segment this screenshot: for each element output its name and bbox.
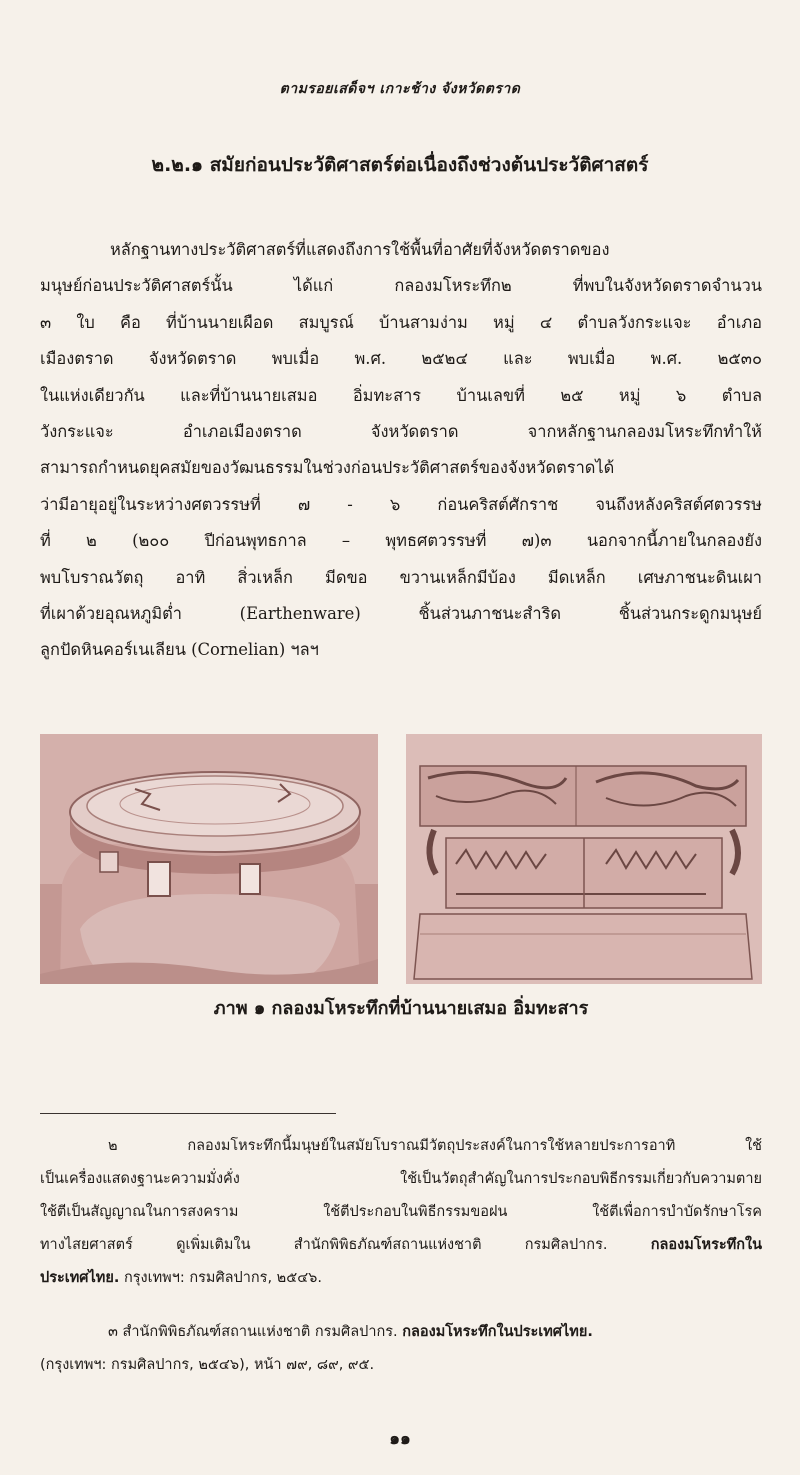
figure-caption: ภาพ ๑ กลองมโหระทึกที่บ้านนายเสมอ อิ่มทะสาร (213, 998, 589, 1019)
footnote-line (40, 1229, 762, 1262)
body-paragraph (40, 232, 762, 669)
drum-photo-left (40, 734, 378, 984)
body-line: ๓ ใบ คือ ที่บ้านนายเผือด สมบูรณ์ บ้านสามง่าม หมู่ ๔ ตำบลวังกระแจะ อำเภอ (40, 312, 762, 332)
body-line: สามารถกำหนดยุคสมัยของวัฒนธรรมในช่วงก่อนประวัติศาสตร์ของจังหวัดตราดได้ (40, 458, 615, 478)
page-number: ๑๑ (389, 1429, 411, 1449)
body-line: ที่ ๒ (๒๐๐ ปีก่อนพุทธกาล – พุทธศตวรรษที่ ๗)๓ นอกจากนี้ภายในกลองยัง (40, 531, 762, 551)
body-line: ลูกปัดหินคอร์เนเลียน (Cornelian) ฯลฯ (40, 640, 319, 660)
footnote-book-title: กลองมโหระทึกในประเทศไทย. (402, 1324, 593, 1340)
footnote-line (40, 1316, 762, 1349)
figure (40, 730, 762, 988)
body-line: เมืองตราด จังหวัดตราด พบเมื่อ พ.ศ. ๒๕๒๔ และ พบเมื่อ พ.ศ. ๒๕๓๐ (40, 349, 762, 369)
body-line: วังกระแจะ อำเภอเมืองตราด จังหวัดตราด จากหลักฐานกลองมโหระทึกทำให้ (40, 421, 762, 441)
footnote-text: กรุงเทพฯ: กรมศิลปากร, ๒๕๔๖. (119, 1270, 322, 1286)
footnote-line: ใช้ตีเป็นสัญญาณในการสงคราม ใช้ตีประกอบในพิธีกรรมขอฝน ใช้ตีเพื่อการบำบัดรักษาโรค (40, 1204, 762, 1220)
body-line: มนุษย์ก่อนประวัติศาสตร์นั้น ได้แก่ กลองมโหระทึก๒ ที่พบในจังหวัดตราดจำนวน (40, 276, 762, 296)
drum-drawing-right (406, 734, 762, 984)
footnote-book-title: ประเทศไทย. (40, 1270, 120, 1286)
footnote-line: (กรุงเทพฯ: กรมศิลปากร, ๒๕๔๖), หน้า ๗๙, ๘๙, ๙๕. (40, 1357, 375, 1373)
body-line: หลักฐานทางประวัติศาสตร์ที่แสดงถึงการใช้พื้นที่อาศัยที่จังหวัดตราดของ (110, 240, 610, 259)
body-line: พบโบราณวัตถุ อาทิ สิ่วเหล็ก มีดขอ ขวานเหล็กมีบ้อง มีดเหล็ก เศษภาชนะดินเผา (40, 567, 762, 587)
footnote-2 (40, 1316, 762, 1382)
footnote-line: เป็นเครื่องแสดงฐานะความมั่งคั่ง ใช้เป็นวัตถุสำคัญในการประกอบพิธีกรรมเกี่ยวกับความตาย (40, 1171, 762, 1187)
footnote-book-title: กลองมโหระทึกใน (650, 1237, 762, 1253)
footnote-divider (40, 1113, 336, 1114)
footnote-line (40, 1262, 762, 1295)
body-line: ในแห่งเดียวกัน และที่บ้านนายเสมอ อิ่มทะสาร บ้านเลขที่ ๒๕ หมู่ ๖ ตำบล (40, 385, 762, 405)
footnote-1 (40, 1130, 762, 1295)
footnote-line: ๒ กลองมโหระทึกนี้มนุษย์ในสมัยโบราณมีวัตถุประสงค์ในการใช้หลายประการอาทิ ใช้ (108, 1138, 762, 1154)
section-heading: ๒.๒.๑ สมัยก่อนประวัติศาสตร์ต่อเนื่องถึงช่วงต้นประวัติศาสตร์ (151, 154, 649, 176)
body-line: ที่เผาด้วยอุณหภูมิต่ำ (Earthenware) ชิ้นส่วนภาชนะสำริด ชิ้นส่วนกระดูกมนุษย์ (40, 603, 762, 623)
footnote-text: ๓ สำนักพิพิธภัณฑ์สถานแห่งชาติ กรมศิลปากร. (108, 1324, 403, 1340)
body-line: ว่ามีอายุอยู่ในระหว่างศตวรรษที่ ๗ - ๖ ก่อนคริสต์ศักราช จนถึงหลังคริสต์ศตวรรษ (40, 494, 762, 514)
running-head: ตามรอยเสด็จฯ เกาะช้าง จังหวัดตราด (279, 81, 521, 97)
footnote-text: ทางไสยศาสตร์ ดูเพิ่มเติมใน สำนักพิพิธภัณฑ์สถานแห่งชาติ กรมศิลปากร. (40, 1237, 651, 1253)
